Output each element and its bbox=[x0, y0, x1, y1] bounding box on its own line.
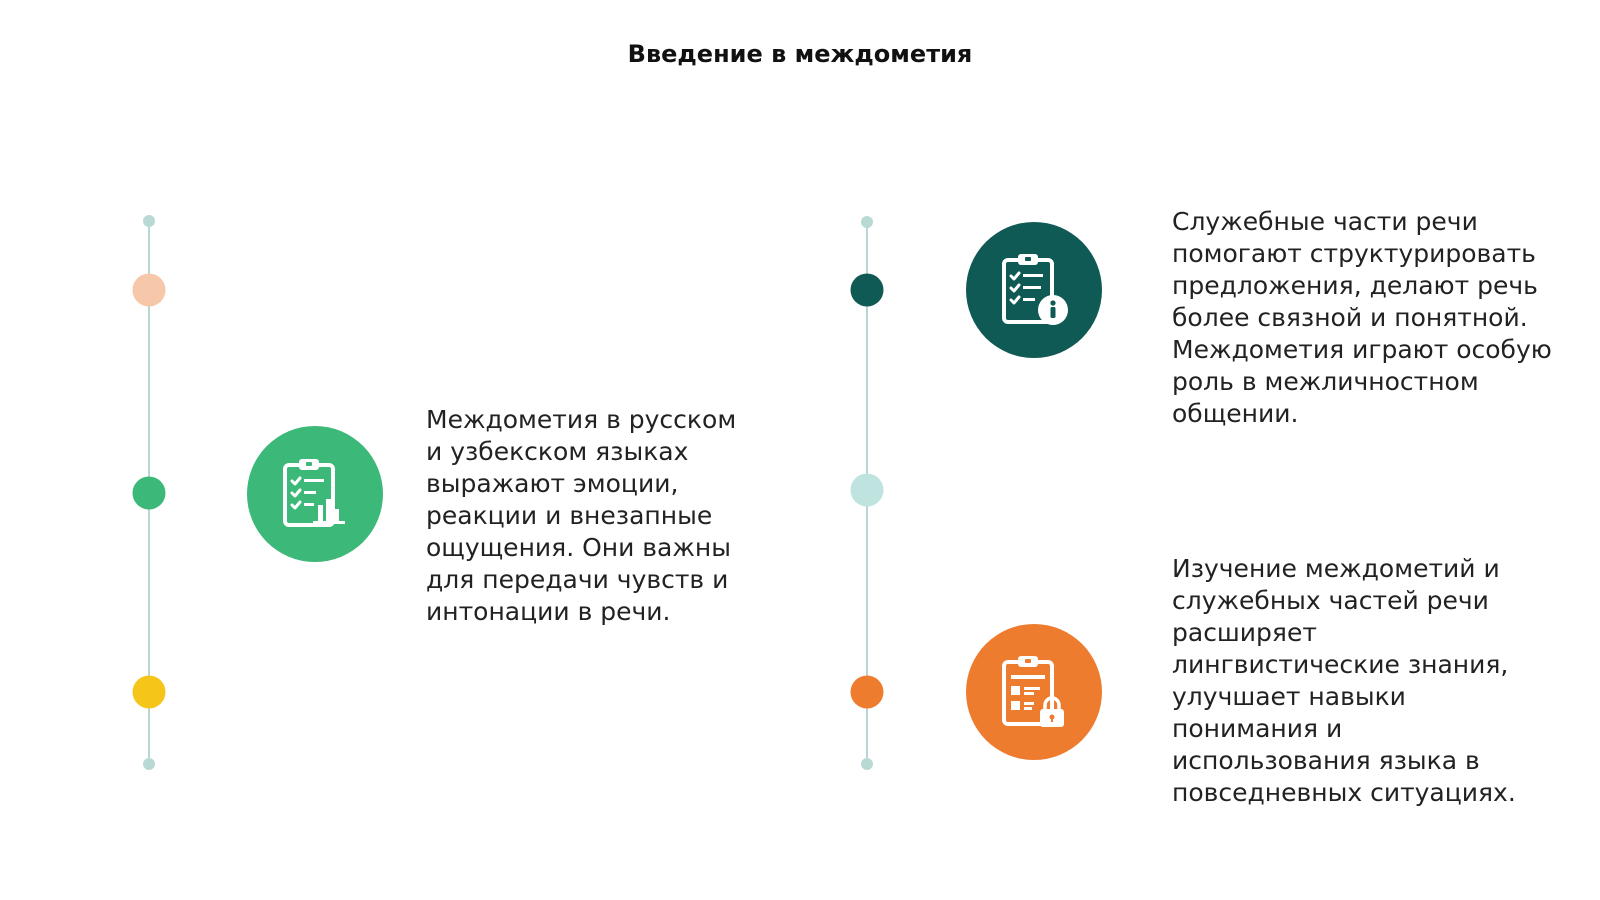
left-timeline-dot-light-orange bbox=[133, 274, 166, 307]
page-title: Введение в междометия bbox=[627, 40, 973, 68]
left-timeline-start-dot bbox=[143, 215, 155, 227]
block-1-text: Междометия в русском и узбекском языках выражают эмоции, реакции и внезапные ощущения. Они важны для передачи чувств и интонации в речи. bbox=[426, 405, 737, 626]
clipboard-lock-icon bbox=[966, 624, 1102, 760]
clipboard-chart-icon bbox=[247, 426, 383, 562]
right-timeline-dot-orange bbox=[851, 676, 884, 709]
block-3-text: Изучение междометий и служебных частей речи расширяет лингвистические знания, улучшает навыки понимания и использования языка в повседневных ситуациях. bbox=[1172, 554, 1516, 807]
right-timeline-start-dot bbox=[861, 216, 873, 228]
right-timeline-dot-light-teal bbox=[851, 474, 884, 507]
right-timeline-dot-dark-teal bbox=[851, 274, 884, 307]
clipboard-info-icon bbox=[966, 222, 1102, 358]
block-2-text: Служебные части речи помогают структурировать предложения, делают речь более связной и понятной. Междометия играют особую роль в межличностном общении. bbox=[1172, 207, 1552, 428]
right-timeline-end-dot bbox=[861, 758, 873, 770]
left-timeline-end-dot bbox=[143, 758, 155, 770]
left-timeline-dot-green bbox=[133, 477, 166, 510]
left-timeline-dot-yellow bbox=[133, 676, 166, 709]
